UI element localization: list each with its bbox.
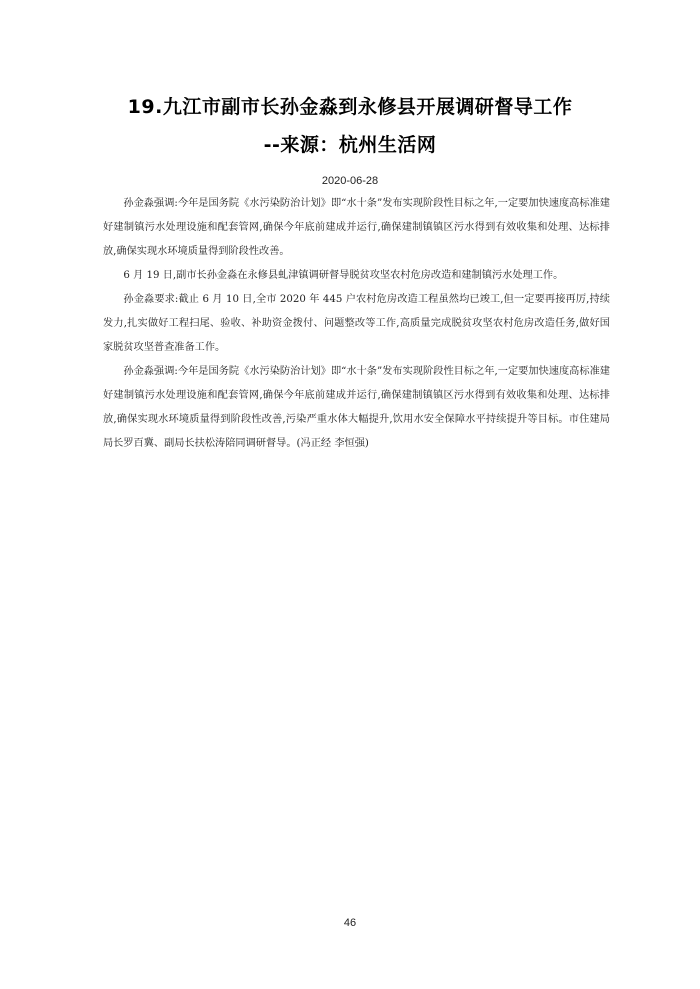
page-number: 46	[343, 917, 357, 929]
paragraph: 孙金淼要求:截止 6 月 10 日,全市 2020 年 445 户农村危房改造工程虽然均已竣工,但一定要再接再厉,持续发力,扎实做好工程扫尾、验收、补助资金拨付、问题整改等工作,高质量完成脱贫攻坚农村危房改造任务,做好国家脱贫攻坚普查准备工作。	[103, 294, 610, 353]
page-subtitle-source: --来源：杭州生活网	[263, 134, 437, 156]
publish-date: 2020-06-28	[321, 175, 379, 187]
paragraph: 孙金淼强调:今年是国务院《水污染防治计划》即“水十条”发布实现阶段性目标之年,一定要加快速度高标准建好建制镇污水处理设施和配套管网,确保今年底前建成并运行,确保建制镇镇区污水得到有效收集和处理、达标排放,确保实现水环境质量得到阶段性改善,污染严重水体大幅提升,饮用水安全保障水平持续提升等目标。市住建局局长罗百冀、副局长扶松涛陪同调研督导。(冯正经 李恒强)	[103, 366, 610, 449]
article-body	[103, 192, 610, 456]
page-title: 19.九江市副市长孙金淼到永修县开展调研督导工作	[127, 96, 573, 118]
paragraph: 6 月 19 日,副市长孙金淼在永修县虬津镇调研督导脱贫攻坚农村危房改造和建制镇污水处理工作。	[123, 270, 564, 281]
paragraph: 孙金淼强调:今年是国务院《水污染防治计划》即“水十条”发布实现阶段性目标之年,一定要加快速度高标准建好建制镇污水处理设施和配套管网,确保今年底前建成并运行,确保建制镇镇区污水得到有效收集和处理、达标排放,确保实现水环境质量得到阶段性改善。	[103, 198, 610, 257]
